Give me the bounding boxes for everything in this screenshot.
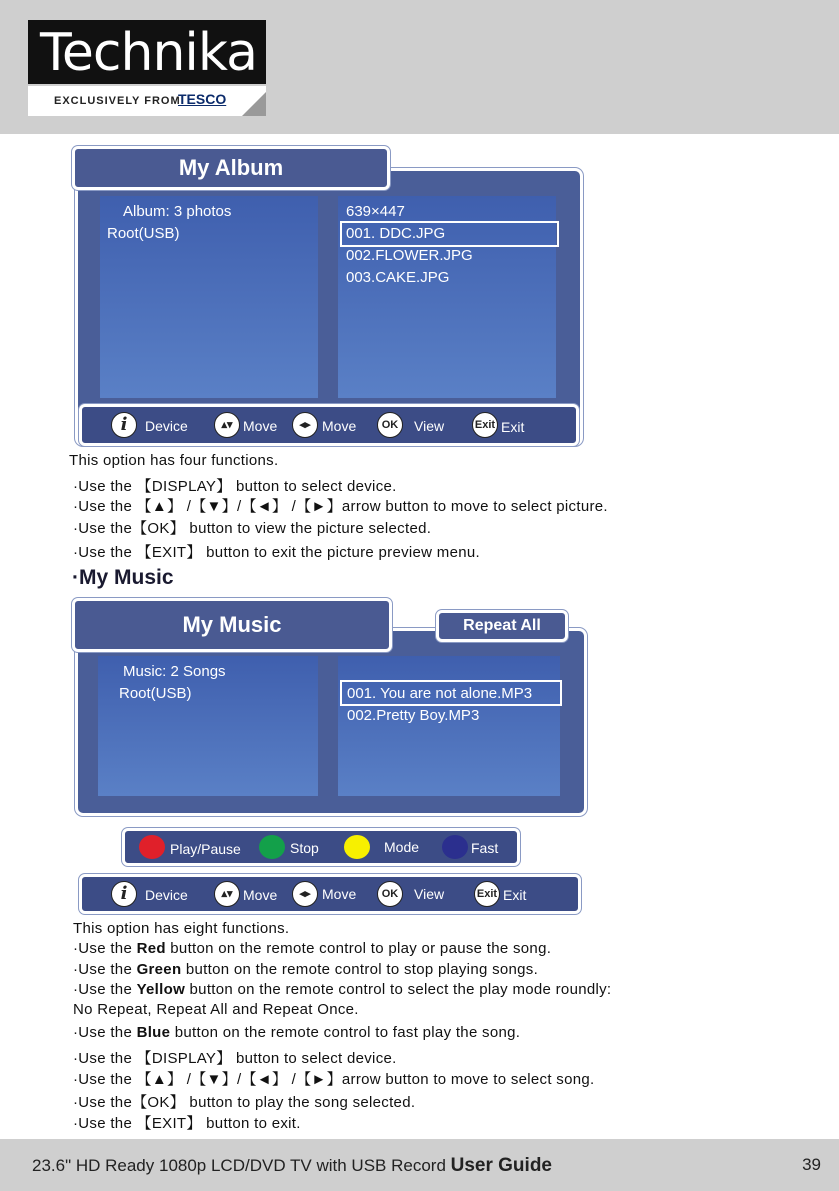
music-line-6: ·Use the 【DISPLAY】 button to select device. <box>73 1050 397 1067</box>
music-line-7: ·Use the 【▲】 /【▼】/【◄】 /【►】arrow button to move to select song. <box>73 1071 595 1088</box>
exit-icon: Exit <box>474 881 500 907</box>
repeat-mode-badge: Repeat All <box>436 610 568 642</box>
technika-logo <box>28 20 266 116</box>
retailer-name: TESCO <box>178 91 227 107</box>
exit-label: Exit <box>501 419 525 435</box>
music-file-1[interactable]: 001. You are not alone.MP3 <box>347 685 533 702</box>
brand-tagline: EXCLUSIVELY FROM <box>54 95 181 107</box>
music-heading: ·My Music <box>72 566 174 589</box>
footer-title: 23.6" HD Ready 1080p LCD/DVD TV with USB Record User Guide <box>32 1155 552 1176</box>
music-line-1: ·Use the Red button on the remote control to play or pause the song. <box>73 940 552 957</box>
exit-label: Exit <box>503 887 527 903</box>
page-header <box>0 0 839 134</box>
device-label: Device <box>145 418 188 434</box>
up-down-arrow-icon: ▴▾ <box>214 881 240 907</box>
album-root[interactable]: Root(USB) <box>107 225 180 242</box>
music-line-9: ·Use the 【EXIT】 button to exit. <box>73 1115 301 1132</box>
info-icon: i <box>111 412 137 438</box>
brand-name: Technika <box>40 23 257 83</box>
music-root[interactable]: Root(USB) <box>119 685 192 702</box>
move-horizontal-label: Move <box>322 418 357 434</box>
music-control-bar <box>79 874 581 914</box>
move-horizontal-label: Move <box>322 886 357 902</box>
mode-label: Mode <box>384 839 420 855</box>
music-line-8: ·Use the【OK】 button to play the song selected. <box>73 1094 416 1111</box>
device-label: Device <box>145 887 188 903</box>
ok-icon: OK <box>377 412 403 438</box>
album-info: Album: 3 photos <box>123 203 232 220</box>
music-file-2[interactable]: 002.Pretty Boy.MP3 <box>347 707 480 724</box>
album-control-bar <box>79 404 579 446</box>
view-label: View <box>414 418 445 434</box>
yellow-button-icon <box>344 835 370 859</box>
music-intro: This option has eight functions. <box>73 920 290 937</box>
move-vertical-label: Move <box>243 418 278 434</box>
music-line-2: ·Use the Green button on the remote control to stop playing songs. <box>73 961 539 978</box>
left-right-arrow-icon: ◂▸ <box>292 881 318 907</box>
green-button-icon <box>259 835 285 859</box>
album-file-2[interactable]: 002.FLOWER.JPG <box>346 247 473 264</box>
album-resolution: 639×447 <box>346 203 405 220</box>
view-label: View <box>414 886 445 902</box>
ok-icon: OK <box>377 881 403 907</box>
album-file-3[interactable]: 003.CAKE.JPG <box>346 269 450 286</box>
blue-button-icon <box>442 835 468 859</box>
music-line-5: ·Use the Blue button on the remote control to fast play the song. <box>73 1024 521 1041</box>
red-button-icon <box>139 835 165 859</box>
page-number: 39 <box>802 1155 821 1174</box>
move-vertical-label: Move <box>243 887 278 903</box>
album-line-4: ·Use the 【EXIT】 button to exit the picture preview menu. <box>73 544 480 561</box>
album-line-3: ·Use the【OK】 button to view the picture selected. <box>73 520 432 537</box>
fast-label: Fast <box>471 840 499 856</box>
album-line-1: ·Use the 【DISPLAY】 button to select device. <box>73 478 397 495</box>
album-title: My Album <box>72 146 390 190</box>
music-title: My Music <box>72 598 392 652</box>
page-footer <box>0 1139 839 1191</box>
info-icon: i <box>111 881 137 907</box>
music-line-3: ·Use the Yellow button on the remote control to select the play mode roundly: <box>73 981 612 998</box>
stop-label: Stop <box>290 840 319 856</box>
exit-icon: Exit <box>472 412 498 438</box>
music-file-panel <box>338 656 560 796</box>
left-right-arrow-icon: ◂▸ <box>292 412 318 438</box>
album-file-1[interactable]: 001. DDC.JPG <box>346 225 446 242</box>
music-line-4: No Repeat, Repeat All and Repeat Once. <box>73 1001 359 1018</box>
up-down-arrow-icon: ▴▾ <box>214 412 240 438</box>
music-info: Music: 2 Songs <box>123 663 226 680</box>
music-color-bar <box>122 828 520 866</box>
album-intro: This option has four functions. <box>69 452 279 469</box>
album-line-2: ·Use the 【▲】 /【▼】/【◄】 /【►】arrow button to move to select picture. <box>73 498 608 515</box>
play-pause-label: Play/Pause <box>170 841 241 857</box>
